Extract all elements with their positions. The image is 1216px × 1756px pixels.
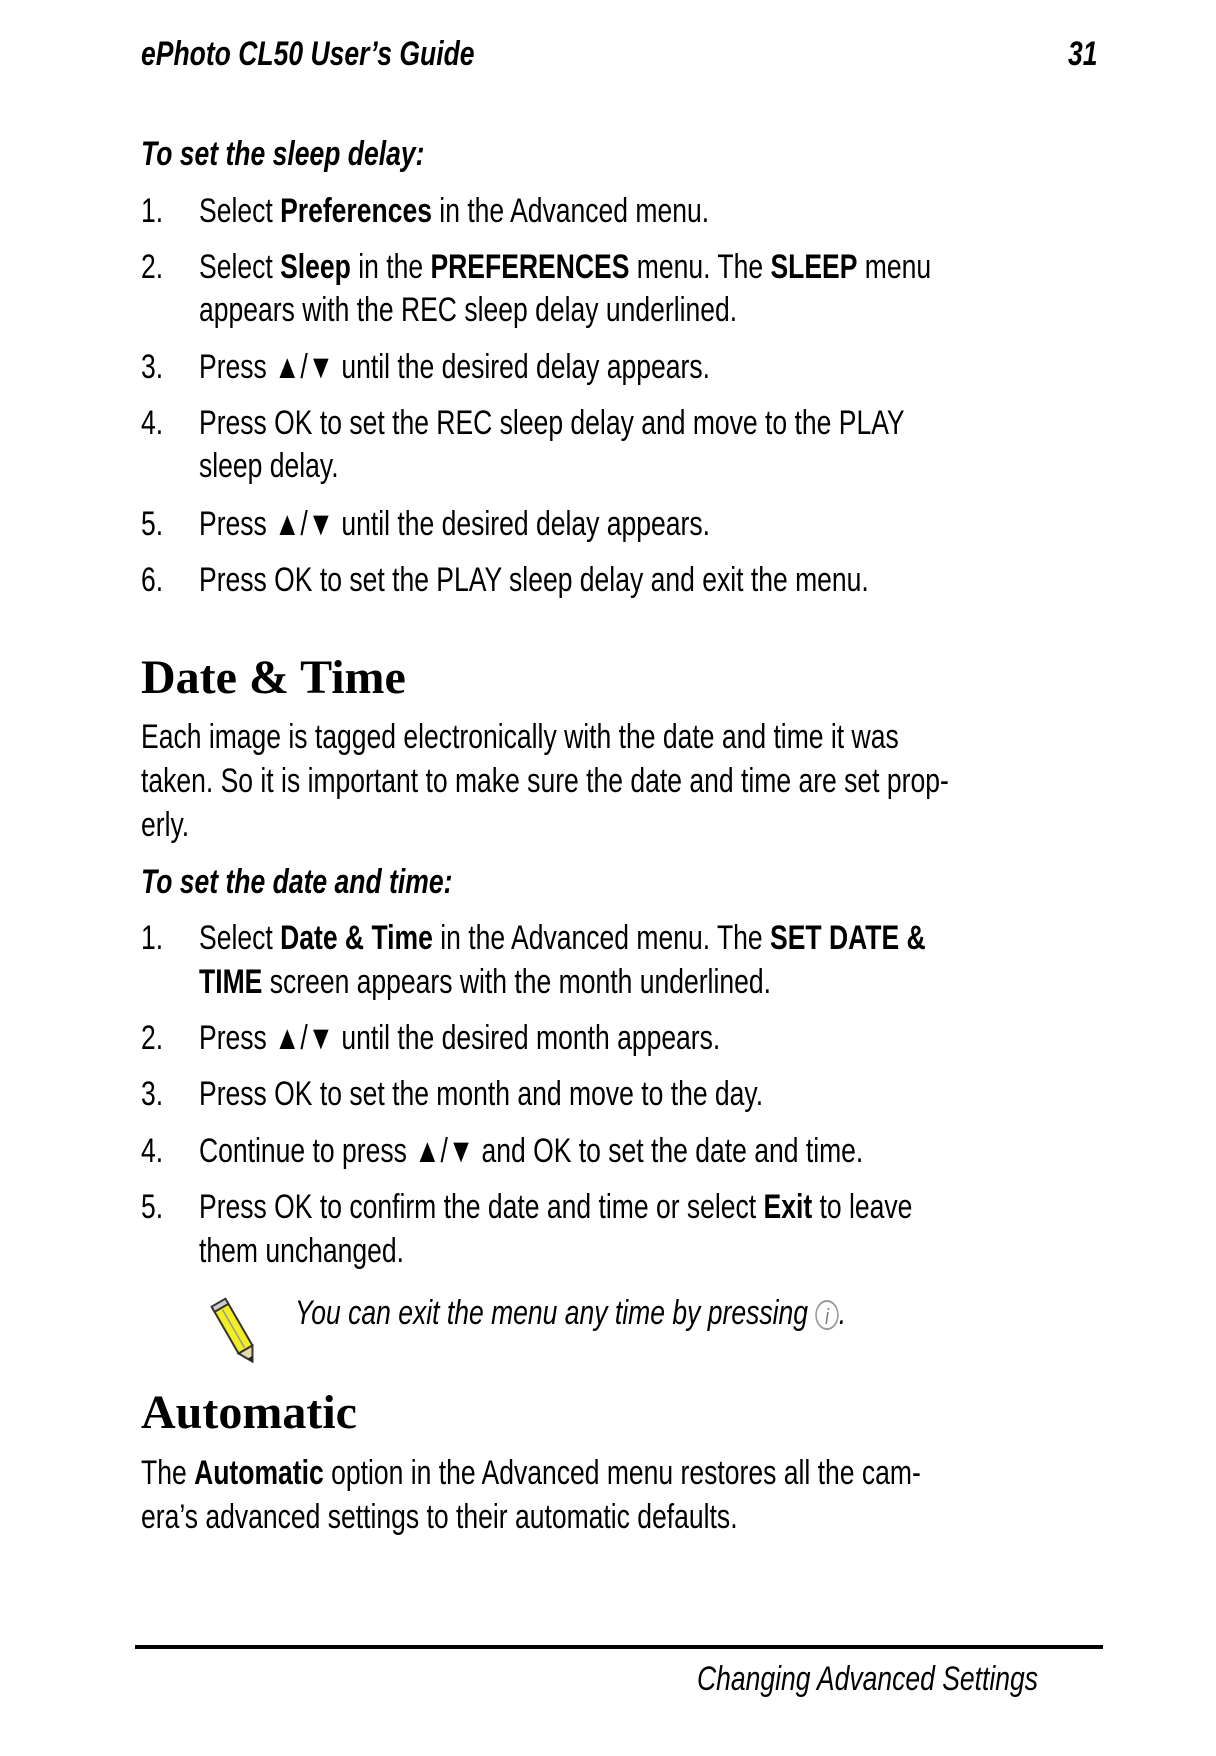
footer-text: Changing Advanced Settings xyxy=(697,1660,1039,1698)
text-line xyxy=(199,504,710,544)
sleep-procedure-title: To set the sleep delay: xyxy=(141,135,425,173)
text-segment: menu xyxy=(857,248,932,286)
text-line xyxy=(199,1074,763,1114)
bold-term: Preferences xyxy=(280,192,432,230)
step-number: 1. xyxy=(141,192,164,230)
note-text xyxy=(295,1293,846,1333)
text-segment: in the xyxy=(350,248,431,286)
text-segment: appears with the REC sleep delay underlined. xyxy=(199,291,738,329)
footer-rule xyxy=(135,1645,1103,1649)
text-segment: Press OK to set the month and move to the day. xyxy=(199,1075,764,1113)
step-number: 5. xyxy=(141,505,164,543)
text-line xyxy=(199,290,737,330)
text-line xyxy=(199,403,905,443)
automatic-heading: Automatic xyxy=(141,1386,357,1439)
step-number: 3. xyxy=(141,348,164,386)
date-procedure-title: To set the date and time: xyxy=(141,863,453,901)
date-para-line: erly. xyxy=(141,806,190,844)
step-number: 2. xyxy=(141,248,164,286)
step-number: 1. xyxy=(141,919,164,957)
bold-term: TIME xyxy=(199,963,263,1001)
text-line xyxy=(199,1018,720,1058)
text-segment: to leave xyxy=(812,1188,913,1226)
note-text-main: You can exit the menu any time by pressing xyxy=(295,1294,816,1332)
date-para-line: taken. So it is important to make sure the date and time are set prop- xyxy=(141,762,949,800)
text-segment: menu. The xyxy=(629,248,771,286)
bold-term: SLEEP xyxy=(770,248,858,286)
header-title: ePhoto CL50 User’s Guide xyxy=(141,35,475,73)
text-line xyxy=(199,1131,863,1171)
text-segment: Press OK to set the PLAY sleep delay and exit the menu. xyxy=(199,561,869,599)
step-number: 2. xyxy=(141,1019,164,1057)
bold-term: Date & Time xyxy=(280,919,433,957)
text-segment: Select xyxy=(199,248,281,286)
text-segment: Continue to press ▲/▼ and OK to set the date and time. xyxy=(199,1132,864,1170)
info-button-icon: i xyxy=(815,1300,838,1330)
step-number: 3. xyxy=(141,1075,164,1113)
text-segment: Press ▲/▼ until the desired month appears. xyxy=(199,1019,721,1057)
text-line xyxy=(199,1187,912,1227)
text-segment: era’s advanced settings to their automatic defaults. xyxy=(141,1498,738,1536)
note-text-end: . xyxy=(838,1294,847,1332)
text-line xyxy=(141,1453,921,1493)
text-line xyxy=(199,446,339,486)
step-number: 6. xyxy=(141,561,164,599)
page-number: 31 xyxy=(1068,35,1098,73)
text-line xyxy=(199,560,869,600)
text-segment: Press OK to set the REC sleep delay and move to the PLAY xyxy=(199,404,905,442)
date-time-heading: Date & Time xyxy=(141,651,406,704)
text-segment: The xyxy=(141,1454,195,1492)
step-number: 4. xyxy=(141,404,164,442)
text-line xyxy=(199,918,926,958)
bold-term: Sleep xyxy=(280,248,351,286)
text-segment: screen appears with the month underlined. xyxy=(262,963,771,1001)
text-segment: Select xyxy=(199,192,281,230)
bold-term: Exit xyxy=(763,1188,813,1226)
text-segment: Press ▲/▼ until the desired delay appears. xyxy=(199,348,710,386)
text-segment: them unchanged. xyxy=(199,1232,404,1270)
text-segment: Select xyxy=(199,919,281,957)
text-segment: Press ▲/▼ until the desired delay appears. xyxy=(199,505,710,543)
bold-term: Automatic xyxy=(194,1454,324,1492)
text-line xyxy=(199,1231,404,1271)
text-line xyxy=(199,962,771,1002)
text-line xyxy=(199,191,709,231)
step-number: 5. xyxy=(141,1188,164,1226)
text-line xyxy=(199,247,931,287)
step-number: 4. xyxy=(141,1132,164,1170)
pencil-icon xyxy=(206,1296,266,1370)
text-segment: sleep delay. xyxy=(199,447,339,485)
text-line xyxy=(199,347,710,387)
bold-term: SET DATE & xyxy=(770,919,926,957)
text-line xyxy=(141,1497,738,1537)
text-segment: Press OK to confirm the date and time or select xyxy=(199,1188,764,1226)
text-segment: in the Advanced menu. xyxy=(431,192,710,230)
bold-term: PREFERENCES xyxy=(430,248,630,286)
date-para-line: Each image is tagged electronically with the date and time it was xyxy=(141,718,899,756)
text-segment: option in the Advanced menu restores all the cam- xyxy=(323,1454,921,1492)
text-segment: in the Advanced menu. The xyxy=(432,919,771,957)
